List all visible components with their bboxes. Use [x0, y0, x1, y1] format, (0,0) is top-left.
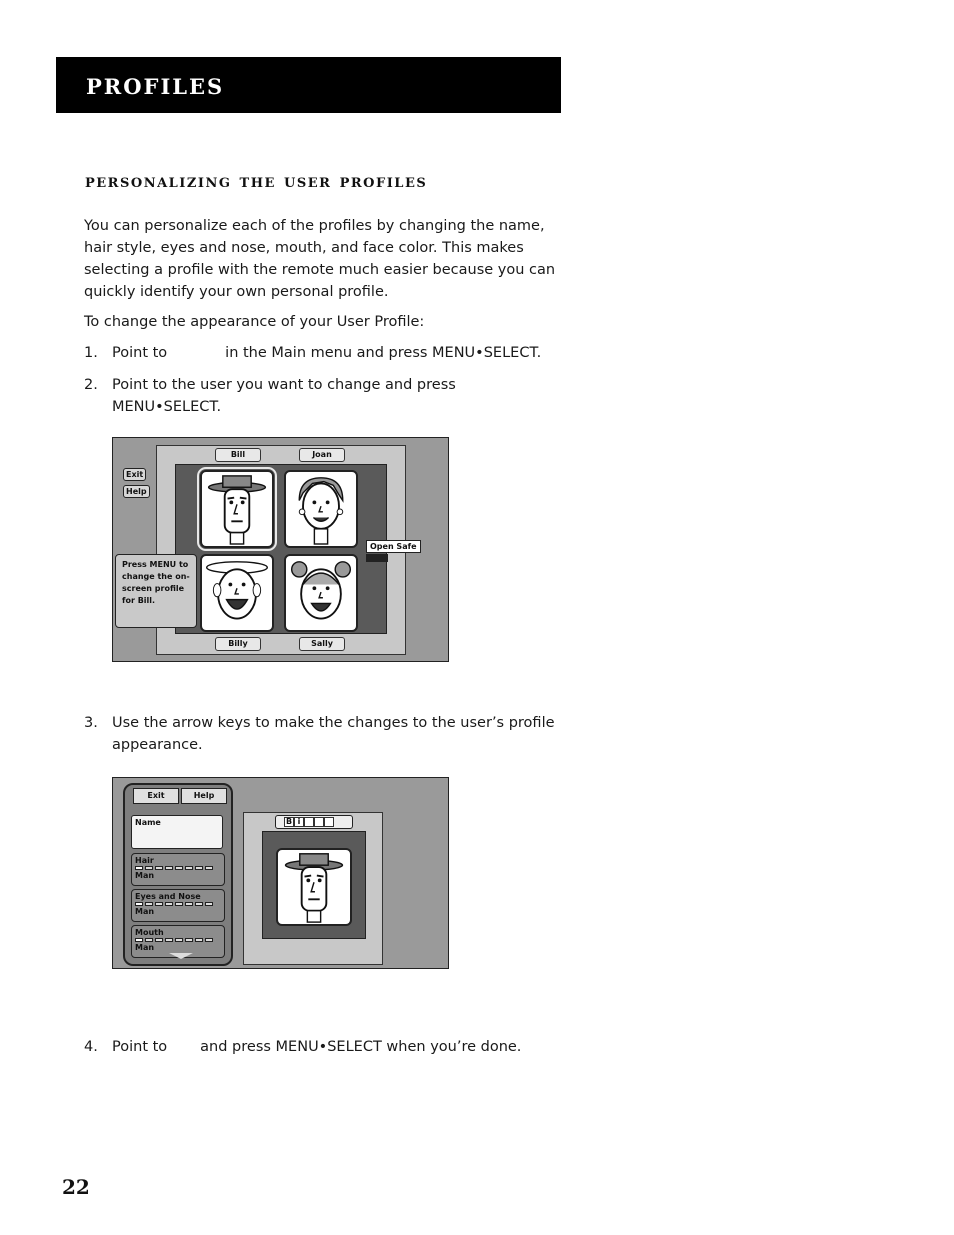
help-button[interactable]: Help [123, 485, 150, 498]
step-text: Use the arrow keys to make the changes to the user’s profile appearance. [112, 715, 555, 753]
profile-face-sally[interactable] [284, 554, 358, 632]
profile-face-billy[interactable] [200, 554, 274, 632]
profile-face-joan[interactable] [284, 470, 358, 548]
exit-button[interactable]: Exit [123, 468, 146, 481]
name-char-empty [324, 817, 334, 827]
section-title: personalizing the user profiles [85, 170, 428, 192]
options-panel [123, 783, 233, 966]
option-slider[interactable] [135, 938, 221, 942]
header-banner [56, 57, 561, 113]
step-text-after: in the Main menu and press MENU•SELECT. [225, 345, 542, 361]
hair-option[interactable] [131, 853, 225, 886]
intro-paragraph: You can personalize each of the profiles by changing the name, hair style, eyes and nose, mouth, and face color. This makes selecting a profile with the remote much easier because you can quickly identify your own personal profile. [84, 218, 556, 300]
name-char: B [285, 817, 293, 826]
preview-face [276, 848, 352, 926]
help-callout: Press MENU to change the on-screen profile for Bill. [115, 554, 197, 628]
name-char-empty [314, 817, 324, 827]
option-value: Man [135, 907, 155, 916]
name-field[interactable] [131, 815, 223, 849]
help-tab[interactable]: Help [181, 788, 227, 804]
option-slider[interactable] [135, 902, 221, 906]
page-number: 22 [62, 1175, 90, 1199]
man-face-icon [278, 850, 350, 924]
name-label: Name [135, 818, 161, 827]
name-char-empty [304, 817, 314, 827]
step-2 [84, 374, 564, 418]
profile-tab-sally[interactable]: Sally [299, 637, 345, 651]
step-text-before: Point to [112, 345, 168, 361]
scroll-down-icon[interactable] [169, 953, 193, 959]
profile-face-bill[interactable] [200, 470, 274, 548]
profile-tab-billy[interactable]: Billy [215, 637, 261, 651]
boy-face-icon [202, 556, 272, 630]
step-text-before: Point to [112, 1039, 168, 1055]
step-number: 1. [84, 345, 98, 361]
step-number: 4. [84, 1039, 98, 1055]
intro-lead: To change the appearance of your User Profile: [84, 314, 425, 330]
option-label: Eyes and Nose [135, 892, 201, 901]
open-safe-button[interactable]: Open Safe [366, 540, 421, 553]
step-number: 2. [84, 377, 98, 393]
profiles-screen [112, 437, 449, 662]
profile-tab-bill[interactable]: Bill [215, 448, 261, 462]
step-text-after: and press MENU•SELECT when you’re done. [200, 1039, 522, 1055]
man-face-icon [202, 472, 272, 546]
eyes-nose-option[interactable] [131, 889, 225, 922]
exit-tab[interactable]: Exit [133, 788, 179, 804]
option-slider[interactable] [135, 866, 221, 870]
girl-face-icon [286, 556, 356, 630]
option-value: Man [135, 943, 155, 952]
step-3 [84, 712, 564, 756]
name-char: i [294, 817, 304, 827]
safe-flag [366, 554, 388, 562]
option-value: Man [135, 871, 155, 880]
step-text: Point to the user you want to change and press MENU•SELECT. [112, 377, 456, 415]
name-entry-bar[interactable] [275, 815, 353, 829]
option-label: Hair [135, 856, 154, 865]
step-number: 3. [84, 715, 98, 731]
step-4 [84, 1036, 564, 1058]
profile-editor-screen [112, 777, 449, 969]
option-label: Mouth [135, 928, 164, 937]
page-title: profiles [86, 67, 225, 102]
step-1 [84, 342, 564, 364]
profile-tab-joan[interactable]: Joan [299, 448, 345, 462]
woman-face-icon [286, 472, 356, 546]
